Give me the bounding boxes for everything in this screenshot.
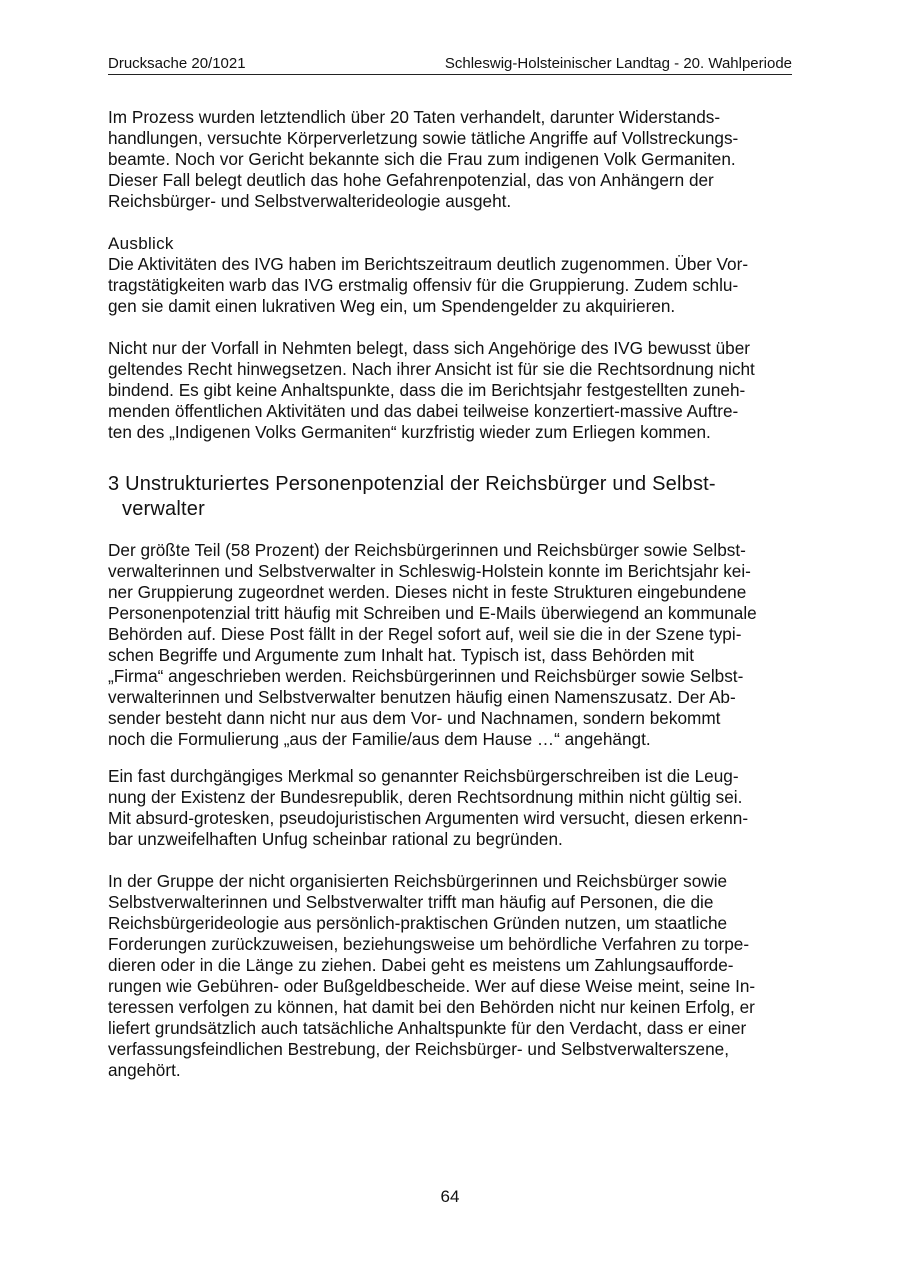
paragraph-line: handlungen, versuchte Körperverletzung sowie tätliche Angriffe auf Vollstreckungs-: [108, 128, 739, 148]
paragraph-line: liefert grundsätzlich auch tatsächliche Anhaltspunkte für den Verdacht, dass er einer: [108, 1018, 747, 1038]
section-heading-line: 3 Unstrukturiertes Personenpotenzial der Reichsbürger und Selbst-: [108, 473, 716, 495]
page-header: [108, 54, 792, 75]
paragraph-line: bindend. Es gibt keine Anhaltspunkte, dass die im Berichtsjahr festgestellten zuneh-: [108, 380, 746, 400]
paragraph-line: Mit absurd-grotesken, pseudojuristischen Argumenten wird versucht, diesen erkenn-: [108, 808, 749, 828]
paragraph-line: Dieser Fall belegt deutlich das hohe Gefahrenpotenzial, das von Anhängern der: [108, 170, 714, 190]
paragraph-line: In der Gruppe der nicht organisierten Reichsbürgerinnen und Reichsbürger sowie: [108, 871, 728, 891]
paragraph-line: menden öffentlichen Aktivitäten und das dabei teilweise konzertiert-massive Auftre-: [108, 401, 739, 421]
paragraph-line: Der größte Teil (58 Prozent) der Reichsbürgerinnen und Reichsbürger sowie Selbst-: [108, 540, 746, 560]
paragraph-line: Reichsbürgerideologie aus persönlich-praktischen Gründen nutzen, um staatliche: [108, 913, 728, 933]
paragraph-line: gen sie damit einen lukrativen Weg ein, um Spendengelder zu akquirieren.: [108, 296, 676, 316]
paragraph-2: [108, 254, 798, 317]
paragraph-line: dieren oder in die Länge zu ziehen. Dabei geht es meistens um Zahlungsaufforde-: [108, 955, 734, 975]
paragraph-line: verfassungsfeindlichen Bestrebung, der Reichsbürger- und Selbstverwalterszene,: [108, 1039, 729, 1059]
paragraph-line: ten des „Indigenen Volks Germaniten“ kurzfristig wieder zum Erliegen kommen.: [108, 422, 711, 442]
paragraph-line: geltendes Recht hinwegsetzen. Nach ihrer Ansicht ist für sie die Rechtsordnung nicht: [108, 359, 755, 379]
paragraph-line: teressen verfolgen zu können, hat damit bei den Behörden nicht nur keinen Erfolg, er: [108, 997, 755, 1017]
section-heading: [108, 472, 798, 522]
paragraph-line: rungen wie Gebühren- oder Bußgeldbescheide. Wer auf diese Weise meint, seine In-: [108, 976, 756, 996]
paragraph-3: [108, 338, 798, 443]
document-number: Drucksache 20/1021: [108, 55, 246, 72]
paragraph-line: noch die Formulierung „aus der Familie/aus dem Hause …“ angehängt.: [108, 729, 651, 749]
paragraph-line: „Firma“ angeschrieben werden. Reichsbürgerinnen und Reichsbürger sowie Selbst-: [108, 666, 744, 686]
paragraph-line: beamte. Noch vor Gericht bekannte sich die Frau zum indigenen Volk Germaniten.: [108, 149, 736, 169]
paragraph-line: angehört.: [108, 1060, 181, 1080]
paragraph-5: [108, 766, 798, 850]
paragraph-line: Im Prozess wurden letztendlich über 20 Taten verhandelt, darunter Widerstands-: [108, 107, 721, 127]
subheading-ausblick: Ausblick: [108, 234, 174, 253]
paragraph-line: sender besteht dann nicht nur aus dem Vor- und Nachnamen, sondern bekommt: [108, 708, 721, 728]
section-heading-line: verwalter: [122, 498, 205, 520]
paragraph-line: Die Aktivitäten des IVG haben im Berichtszeitraum deutlich zugenommen. Über Vor-: [108, 254, 749, 274]
paragraph-1: [108, 107, 798, 212]
paragraph-line: Ein fast durchgängiges Merkmal so genannter Reichsbürgerschreiben ist die Leug-: [108, 766, 739, 786]
paragraph-line: ner Gruppierung zugeordnet werden. Dieses nicht in feste Strukturen eingebundene: [108, 582, 747, 602]
paragraph-line: bar unzweifelhaften Unfug scheinbar rational zu begründen.: [108, 829, 563, 849]
paragraph-line: Behörden auf. Diese Post fällt in der Regel sofort auf, weil sie die in der Szene typi-: [108, 624, 742, 644]
page-number: 64: [440, 1187, 460, 1206]
paragraph-line: nung der Existenz der Bundesrepublik, deren Rechtsordnung mithin nicht gültig sei.: [108, 787, 743, 807]
paragraph-line: verwalterinnen und Selbstverwalter in Schleswig-Holstein konnte im Berichtsjahr kei-: [108, 561, 751, 581]
parliament-title: Schleswig-Holsteinischer Landtag - 20. Wahlperiode: [444, 55, 792, 72]
paragraph-line: Forderungen zurückzuweisen, beziehungsweise um behördliche Verfahren zu torpe-: [108, 934, 750, 954]
paragraph-line: Personenpotenzial tritt häufig mit Schreiben und E-Mails überwiegend an kommunale: [108, 603, 757, 623]
paragraph-line: tragstätigkeiten warb das IVG erstmalig offensiv für die Gruppierung. Zudem schlu-: [108, 275, 739, 295]
paragraph-line: Selbstverwalterinnen und Selbstverwalter trifft man häufig auf Personen, die die: [108, 892, 714, 912]
paragraph-line: schen Begriffe und Argumente zum Inhalt hat. Typisch ist, dass Behörden mit: [108, 645, 694, 665]
paragraph-6: [108, 871, 798, 1081]
paragraph-line: Reichsbürger- und Selbstverwalterideologie ausgeht.: [108, 191, 512, 211]
paragraph-4: [108, 540, 798, 750]
paragraph-line: Nicht nur der Vorfall in Nehmten belegt, dass sich Angehörige des IVG bewusst über: [108, 338, 751, 358]
paragraph-line: verwalterinnen und Selbstverwalter benutzen häufig einen Namenszusatz. Der Ab-: [108, 687, 736, 707]
